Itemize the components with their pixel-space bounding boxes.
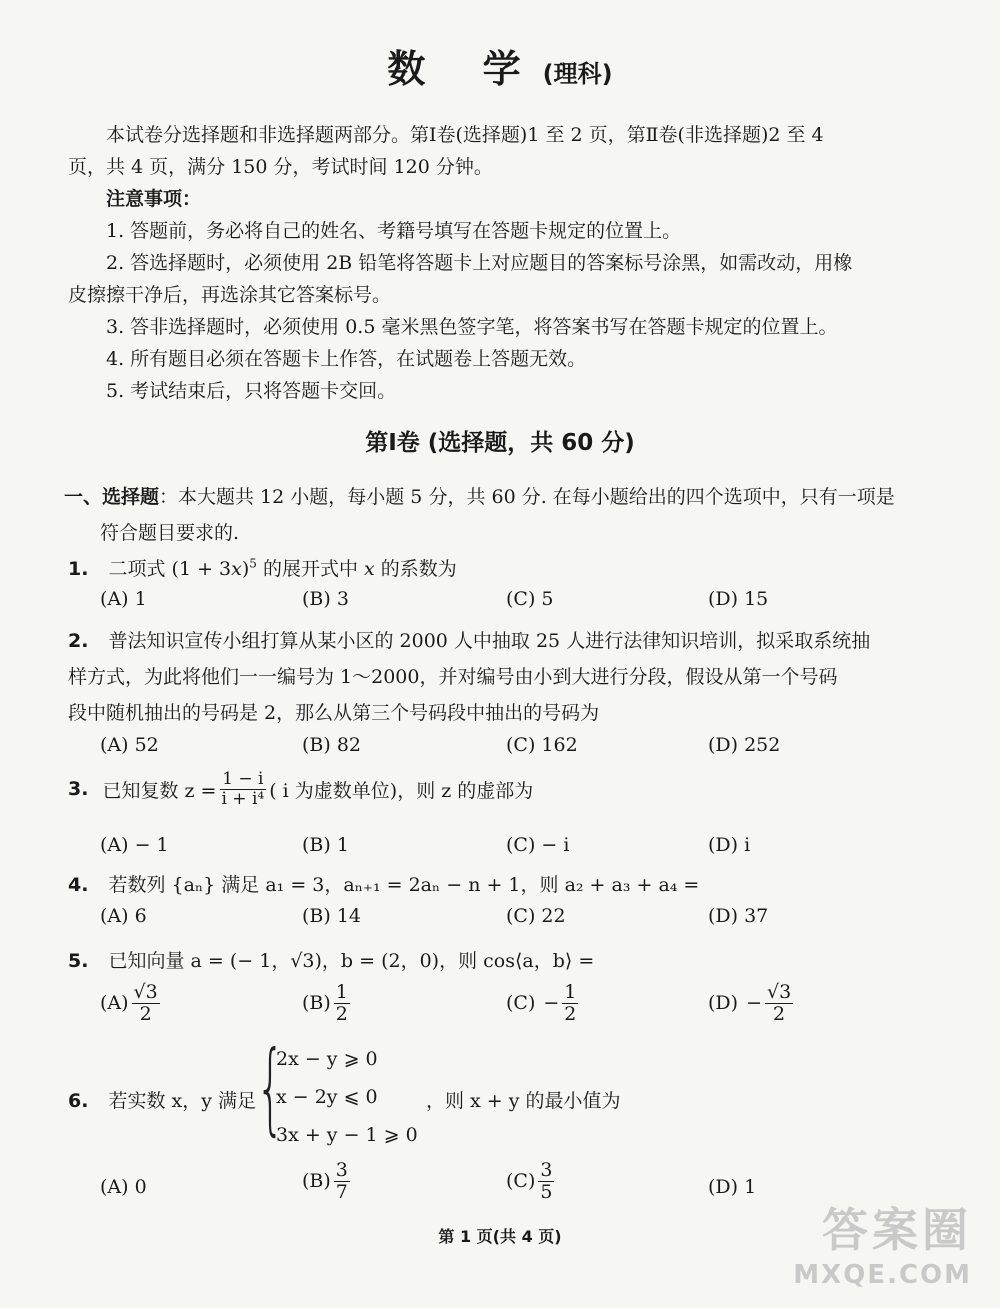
q5-stem-text: 已知向量 a = (− 1，√3)，b = (2，0)，则 cos⟨a，b⟩ =	[108, 950, 595, 972]
fraction-denominator: i + i⁴	[221, 788, 265, 809]
fraction-numerator: 1	[564, 981, 577, 1003]
fraction-denominator: 7	[335, 1180, 348, 1203]
option-d	[708, 982, 796, 1025]
q2-line-2: 样方式，为此将他们一一编号为 1～2000，并对编号由小到大进行分段，假设从第一个号码	[68, 666, 838, 688]
fraction-denominator: 2	[335, 1002, 348, 1025]
question-number: 6.	[68, 1090, 89, 1112]
option-c	[506, 982, 581, 1025]
option-c: (C) − i	[506, 834, 570, 856]
option-c: (C) 162	[506, 734, 578, 756]
note-item: 2. 答选择题时，必须使用 2B 铅笔将答题卡上对应题目的答案标号涂黑，如需改动，用橡	[106, 252, 853, 274]
watermark-logo	[793, 1194, 972, 1290]
option-label: (C)	[506, 1170, 536, 1193]
question-2-stem	[68, 626, 870, 653]
fraction-denominator: 2	[564, 1002, 577, 1025]
option-a: (A) 0	[100, 1176, 147, 1198]
q2-line-1: 普法知识宣传小组打算从某小区的 2000 人中抽取 25 人进行法律知识培训，拟采取系统抽	[108, 630, 871, 652]
option-fraction	[132, 982, 160, 1025]
option-a: (A) − 1	[100, 834, 169, 856]
question-number: 1.	[68, 558, 89, 580]
note-item: 3. 答非选择题时，必须使用 0.5 毫米黑色签字笔，将答案书写在答题卡规定的位置上。	[106, 316, 838, 338]
option-fraction	[334, 982, 350, 1025]
option-a	[100, 982, 163, 1025]
q1-stem-text: 的系数为	[374, 558, 457, 580]
page-title	[0, 38, 1000, 93]
option-label: (C)	[506, 992, 536, 1015]
part-desc-1: ：本大题共 12 小题，每小题 5 分，共 60 分. 在每小题给出的四个选项中，只有一项是	[159, 486, 895, 508]
option-a: (A) 6	[100, 905, 147, 927]
option-label: (D)	[708, 992, 739, 1015]
option-c: (C) 5	[506, 588, 554, 610]
option-a: (A) 1	[100, 588, 147, 610]
fraction-denominator: 5	[540, 1180, 553, 1203]
intro-line-1: 本试卷分选择题和非选择题两部分。第Ⅰ卷(选择题)1 至 2 页，第Ⅱ卷(非选择题)2 至 4	[106, 124, 824, 146]
option-b	[302, 982, 353, 1025]
option-d: (D) 37	[708, 905, 769, 927]
q1-stem-text: 二项式 (1 + 3	[108, 558, 232, 580]
question-number: 3.	[68, 778, 89, 801]
question-6-stem	[68, 1086, 256, 1113]
option-a: (A) 52	[100, 734, 159, 756]
watermark-url: MXQE.COM	[793, 1260, 972, 1290]
option-b: (B) 1	[302, 834, 349, 856]
option-c	[506, 1160, 557, 1203]
question-number: 2.	[68, 630, 89, 652]
section-title: 第Ⅰ卷 (选择题，共 60 分)	[365, 430, 635, 456]
q1-var: x	[231, 558, 242, 580]
option-label: (B)	[302, 1170, 331, 1193]
option-label: (B)	[302, 992, 331, 1015]
fraction-numerator: √3	[766, 981, 792, 1003]
question-number: 4.	[68, 874, 89, 896]
fraction-numerator: √3	[133, 981, 158, 1003]
option-d: (D) 252	[708, 734, 781, 756]
fraction-numerator: 1	[335, 981, 348, 1003]
fraction-denominator: 2	[773, 1002, 786, 1025]
question-5-stem	[68, 946, 594, 973]
fraction-numerator: 3	[540, 1159, 553, 1181]
option-sign: −	[543, 992, 560, 1015]
q4-stem-text: 若数列 {aₙ} 满足 a₁ = 3，aₙ₊₁ = 2aₙ − n + 1，则 a₂ + a₃ + a₄ =	[108, 874, 700, 896]
option-b: (B) 14	[302, 905, 362, 927]
option-fraction	[562, 982, 578, 1025]
option-fraction	[538, 1160, 554, 1203]
system-line: 2x − y ⩾ 0	[276, 1048, 378, 1070]
q6-stem-text: ，则 x + y 的最小值为	[426, 1090, 621, 1112]
option-sign: −	[746, 992, 762, 1015]
q1-stem-text: 的展开式中	[256, 558, 365, 580]
part-desc-2: 符合题目要求的.	[100, 522, 240, 544]
notes-heading: 注意事项：	[106, 188, 202, 210]
option-d: (D) i	[708, 834, 751, 856]
system-line: x − 2y ⩽ 0	[276, 1086, 378, 1108]
fraction-numerator: 3	[335, 1159, 348, 1181]
page-footer: 第 1 页(共 4 页)	[438, 1227, 562, 1246]
q2-line-3: 段中随机抽出的号码是 2，那么从第三个号码段中抽出的号码为	[68, 702, 600, 724]
question-3-stem	[68, 770, 533, 808]
note-item: 1. 答题前，务必将自己的姓名、考籍号填写在答题卡规定的位置上。	[106, 220, 682, 242]
question-1-stem	[68, 554, 457, 581]
q6-stem-text: 若实数 x，y 满足	[108, 1090, 257, 1112]
option-b: (B) 3	[302, 588, 349, 610]
q3-stem-text: ( i 为虚数单位)，则 z 的虚部为	[269, 779, 534, 802]
option-d: (D) 15	[708, 588, 769, 610]
q1-exponent: 5	[249, 556, 257, 571]
option-c: (C) 22	[506, 905, 566, 927]
title-subtitle: (理科)	[542, 60, 613, 88]
question-number: 5.	[68, 950, 89, 972]
fraction-numerator: 1 − i	[222, 769, 264, 789]
watermark-text: 答案圈	[822, 1203, 972, 1257]
intro-line-2: 页，共 4 页，满分 150 分，考试时间 120 分钟。	[68, 156, 493, 178]
option-label: (A)	[100, 992, 129, 1015]
option-b: (B) 82	[302, 734, 362, 756]
part-description	[64, 482, 895, 509]
title-main: 数 学	[387, 47, 543, 91]
option-fraction	[334, 1160, 350, 1203]
q1-var: x	[364, 558, 375, 580]
fraction-denominator: 2	[139, 1002, 152, 1025]
option-d: (D) 1	[708, 1176, 757, 1198]
note-item: 4. 所有题目必须在答题卡上作答，在试题卷上答题无效。	[106, 348, 587, 370]
q1-stem-text: )	[241, 558, 250, 580]
option-b	[302, 1160, 353, 1203]
option-fraction	[765, 982, 793, 1025]
system-line: 3x + y − 1 ⩾ 0	[276, 1124, 418, 1146]
q3-stem-text: 已知复数 z =	[102, 779, 217, 802]
note-item: 皮擦擦干净后，再选涂其它答案标号。	[68, 284, 392, 306]
system-brace: {	[256, 1029, 285, 1146]
note-item: 5. 考试结束后，只将答题卡交回。	[106, 380, 397, 402]
question-4-stem	[68, 870, 699, 897]
q3-fraction	[219, 770, 266, 808]
part-label: 一、选择题	[64, 486, 160, 508]
